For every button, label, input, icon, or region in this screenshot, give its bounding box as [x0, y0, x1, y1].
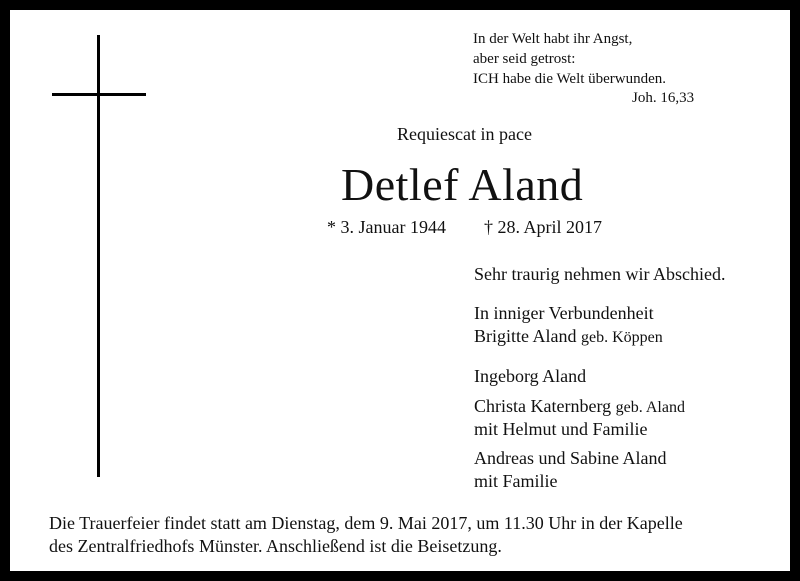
verse-line-1: In der Welt habt ihr Angst,	[473, 31, 633, 47]
bible-verse	[473, 29, 666, 89]
verse-reference: Joh. 16,33	[632, 90, 695, 106]
mourner-andreas-family: mit Familie	[474, 471, 558, 491]
birth-date: * 3. Januar 1944	[327, 217, 446, 237]
mourner-andreas: Andreas und Sabine Aland	[474, 448, 667, 468]
service-line-2: des Zentralfriedhofs Münster. Anschließend ist die Beisetzung.	[49, 536, 502, 556]
cross-icon-vertical-bar	[97, 35, 100, 477]
death-date: † 28. April 2017	[484, 217, 603, 237]
mourner-spouse	[474, 326, 663, 347]
funeral-service-info	[49, 512, 683, 558]
verse-line-3: ICH habe die Welt überwunden.	[473, 71, 667, 87]
mourner-christa-note: geb. Aland	[615, 399, 685, 416]
mourner-spouse-note: geb. Köppen	[581, 329, 663, 346]
verse-line-2: aber seid getrost:	[473, 51, 576, 67]
cross-icon-horizontal-bar	[52, 93, 146, 96]
deceased-name: Detlef Aland	[341, 159, 584, 210]
service-line-1: Die Trauerfeier findet statt am Dienstag, dem 9. Mai 2017, um 11.30 Uhr in der Kapelle	[49, 513, 683, 533]
mourner-christa	[474, 396, 685, 417]
mourner-spouse-name: Brigitte Aland	[474, 326, 577, 346]
farewell-text: Sehr traurig nehmen wir Abschied.	[474, 264, 726, 284]
mourner-ingeborg: Ingeborg Aland	[474, 366, 587, 386]
connection-line: In inniger Verbundenheit	[474, 303, 654, 323]
requiescat-text: Requiescat in pace	[397, 124, 532, 144]
mourner-christa-family: mit Helmut und Familie	[474, 419, 648, 439]
mourner-christa-name: Christa Katernberg	[474, 396, 612, 416]
